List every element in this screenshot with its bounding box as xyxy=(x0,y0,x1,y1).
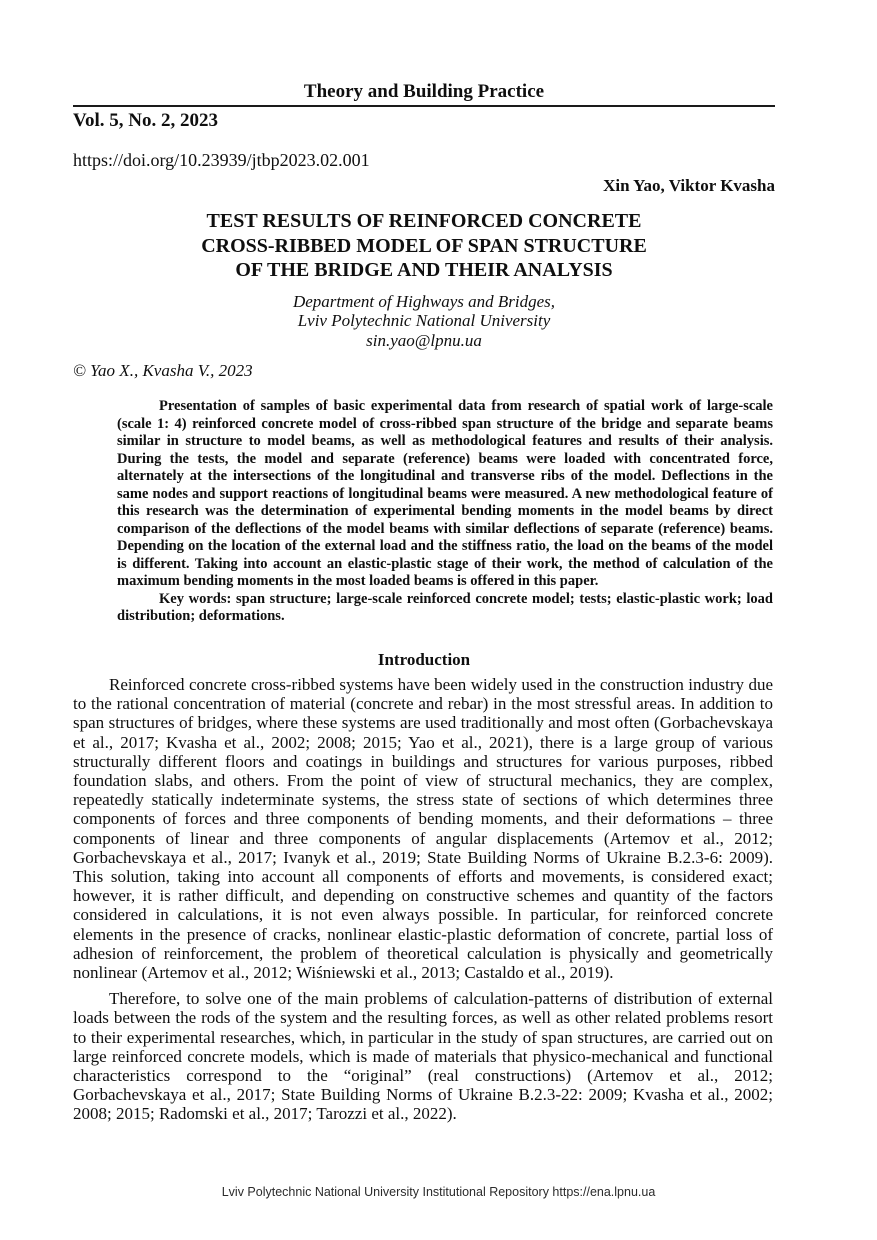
authors-line: Xin Yao, Viktor Kvasha xyxy=(603,176,775,195)
affiliation-email: sin.yao@lpnu.ua xyxy=(366,330,482,350)
affiliation-department: Department of Highways and Bridges, xyxy=(292,292,556,311)
body-paragraph: Reinforced concrete cross-ribbed systems have been widely used in the construction industry due to the rational concentration of material (concrete and rebar) in the most stressful areas. In addition to span structures of bridges, where these systems are used traditionally and most often (Gorbachevskaya et al., 2017; Kvasha et al., 2002; 2008; 2015; Yao et al., 2021), there is a large group of various structurally different floors and coatings in buildings and structures for various purposes, ribbed foundation slabs, and others. From the point of view of structural mechanics, they are complex, repeatedly statically indeterminate systems, the stress state of sections of which determines three components of forces and three components of bending moments, and their deformations – three components of linear and three components of angular displacements (Artemov et al., 2012; Gorbachevskaya et al., 2017; Ivanyk et al., 2019; State Building Norms of Ukraine B.2.3-6: 2009). This solution, taking into account all components of efforts and movements, is considered exact; however, it is rather difficult, and depending on constructive schemes and quantity of the factors considered in calculations, it is not even always possible. In particular, for reinforced concrete elements in the presence of cracks, nonlinear elastic-plastic deformation of concrete, partial loss of adhesion of reinforcement, the problem of theoretical calculation is physically and geometrically nonlinear (Artemov et al., 2012; Wiśniewski et al., 2013; Castaldo et al., 2019). xyxy=(73,675,773,983)
paper-title xyxy=(73,209,775,283)
paper-title-line-3: OF THE BRIDGE AND THEIR ANALYSIS xyxy=(235,259,613,281)
affiliation-university: Lviv Polytechnic National University xyxy=(297,311,551,331)
header-rule xyxy=(73,105,775,107)
affiliation-block xyxy=(73,292,775,350)
volume-issue-line: Vol. 5, No. 2, 2023 xyxy=(73,110,218,131)
introduction-body xyxy=(73,675,773,1131)
body-paragraph: Therefore, to solve one of the main problems of calculation-patterns of distribution of external loads between the rods of the system and the resulting forces, as well as other related problems resort to their experimental researches, which, in particular in the study of span structures, are carried out on large reinforced concrete models, which is made of materials that physico-mechanical and functional characteristics correspond to the “original” (real constructions) (Artemov et al., 2012; Gorbachevskaya et al., 2017; State Building Norms of Ukraine B.2.3-22: 2009; Kvasha et al., 2002; 2008; 2015; Radomski et al., 2017; Tarozzi et al., 2022). xyxy=(73,989,773,1124)
keywords-text: Key words: span structure; large-scale reinforced concrete model; tests; elastic-plastic work; load distribution; deformations. xyxy=(117,590,773,624)
paper-title-line-1: TEST RESULTS OF REINFORCED CONCRETE xyxy=(206,210,642,232)
repository-footer: Lviv Polytechnic National University Institutional Repository https://ena.lpnu.ua xyxy=(221,1185,656,1199)
doi-link: https://doi.org/10.23939/jtbp2023.02.001 xyxy=(73,150,370,170)
abstract-block xyxy=(117,398,773,626)
copyright-line: © Yao X., Kvasha V., 2023 xyxy=(73,361,253,380)
paper-title-line-2: CROSS-RIBBED MODEL OF SPAN STRUCTURE xyxy=(201,234,647,257)
abstract-text: Presentation of samples of basic experimental data from research of spatial work of large-scale (scale 1: 4) reinforced concrete model of cross-ribbed span structure of the bridge and separate beams similar in structure to model beams, as well as methodological features and results of their analysis. During the tests, the model and separate (reference) beams were loaded with concentrated force, alternately at the intersections of the longitudinal and transverse ribs of the model. Deflections in the same nodes and support reactions of longitudinal beams were measured. A new methodological feature of this research was the determination of experimental bending moments in the model beams by direct comparison of the deflections of the model beams with similar deflections of separate (reference) beams. Depending on the location of the external load and the stiffness ratio, the load on the beams of the model is different. Taking into account an elastic-plastic stage of their work, the method of calculation of the maximum bending moments in the most loaded beams is offered in this paper. xyxy=(117,398,773,589)
section-heading-introduction: Introduction xyxy=(377,650,471,669)
journal-name: Theory and Building Practice xyxy=(303,81,545,102)
